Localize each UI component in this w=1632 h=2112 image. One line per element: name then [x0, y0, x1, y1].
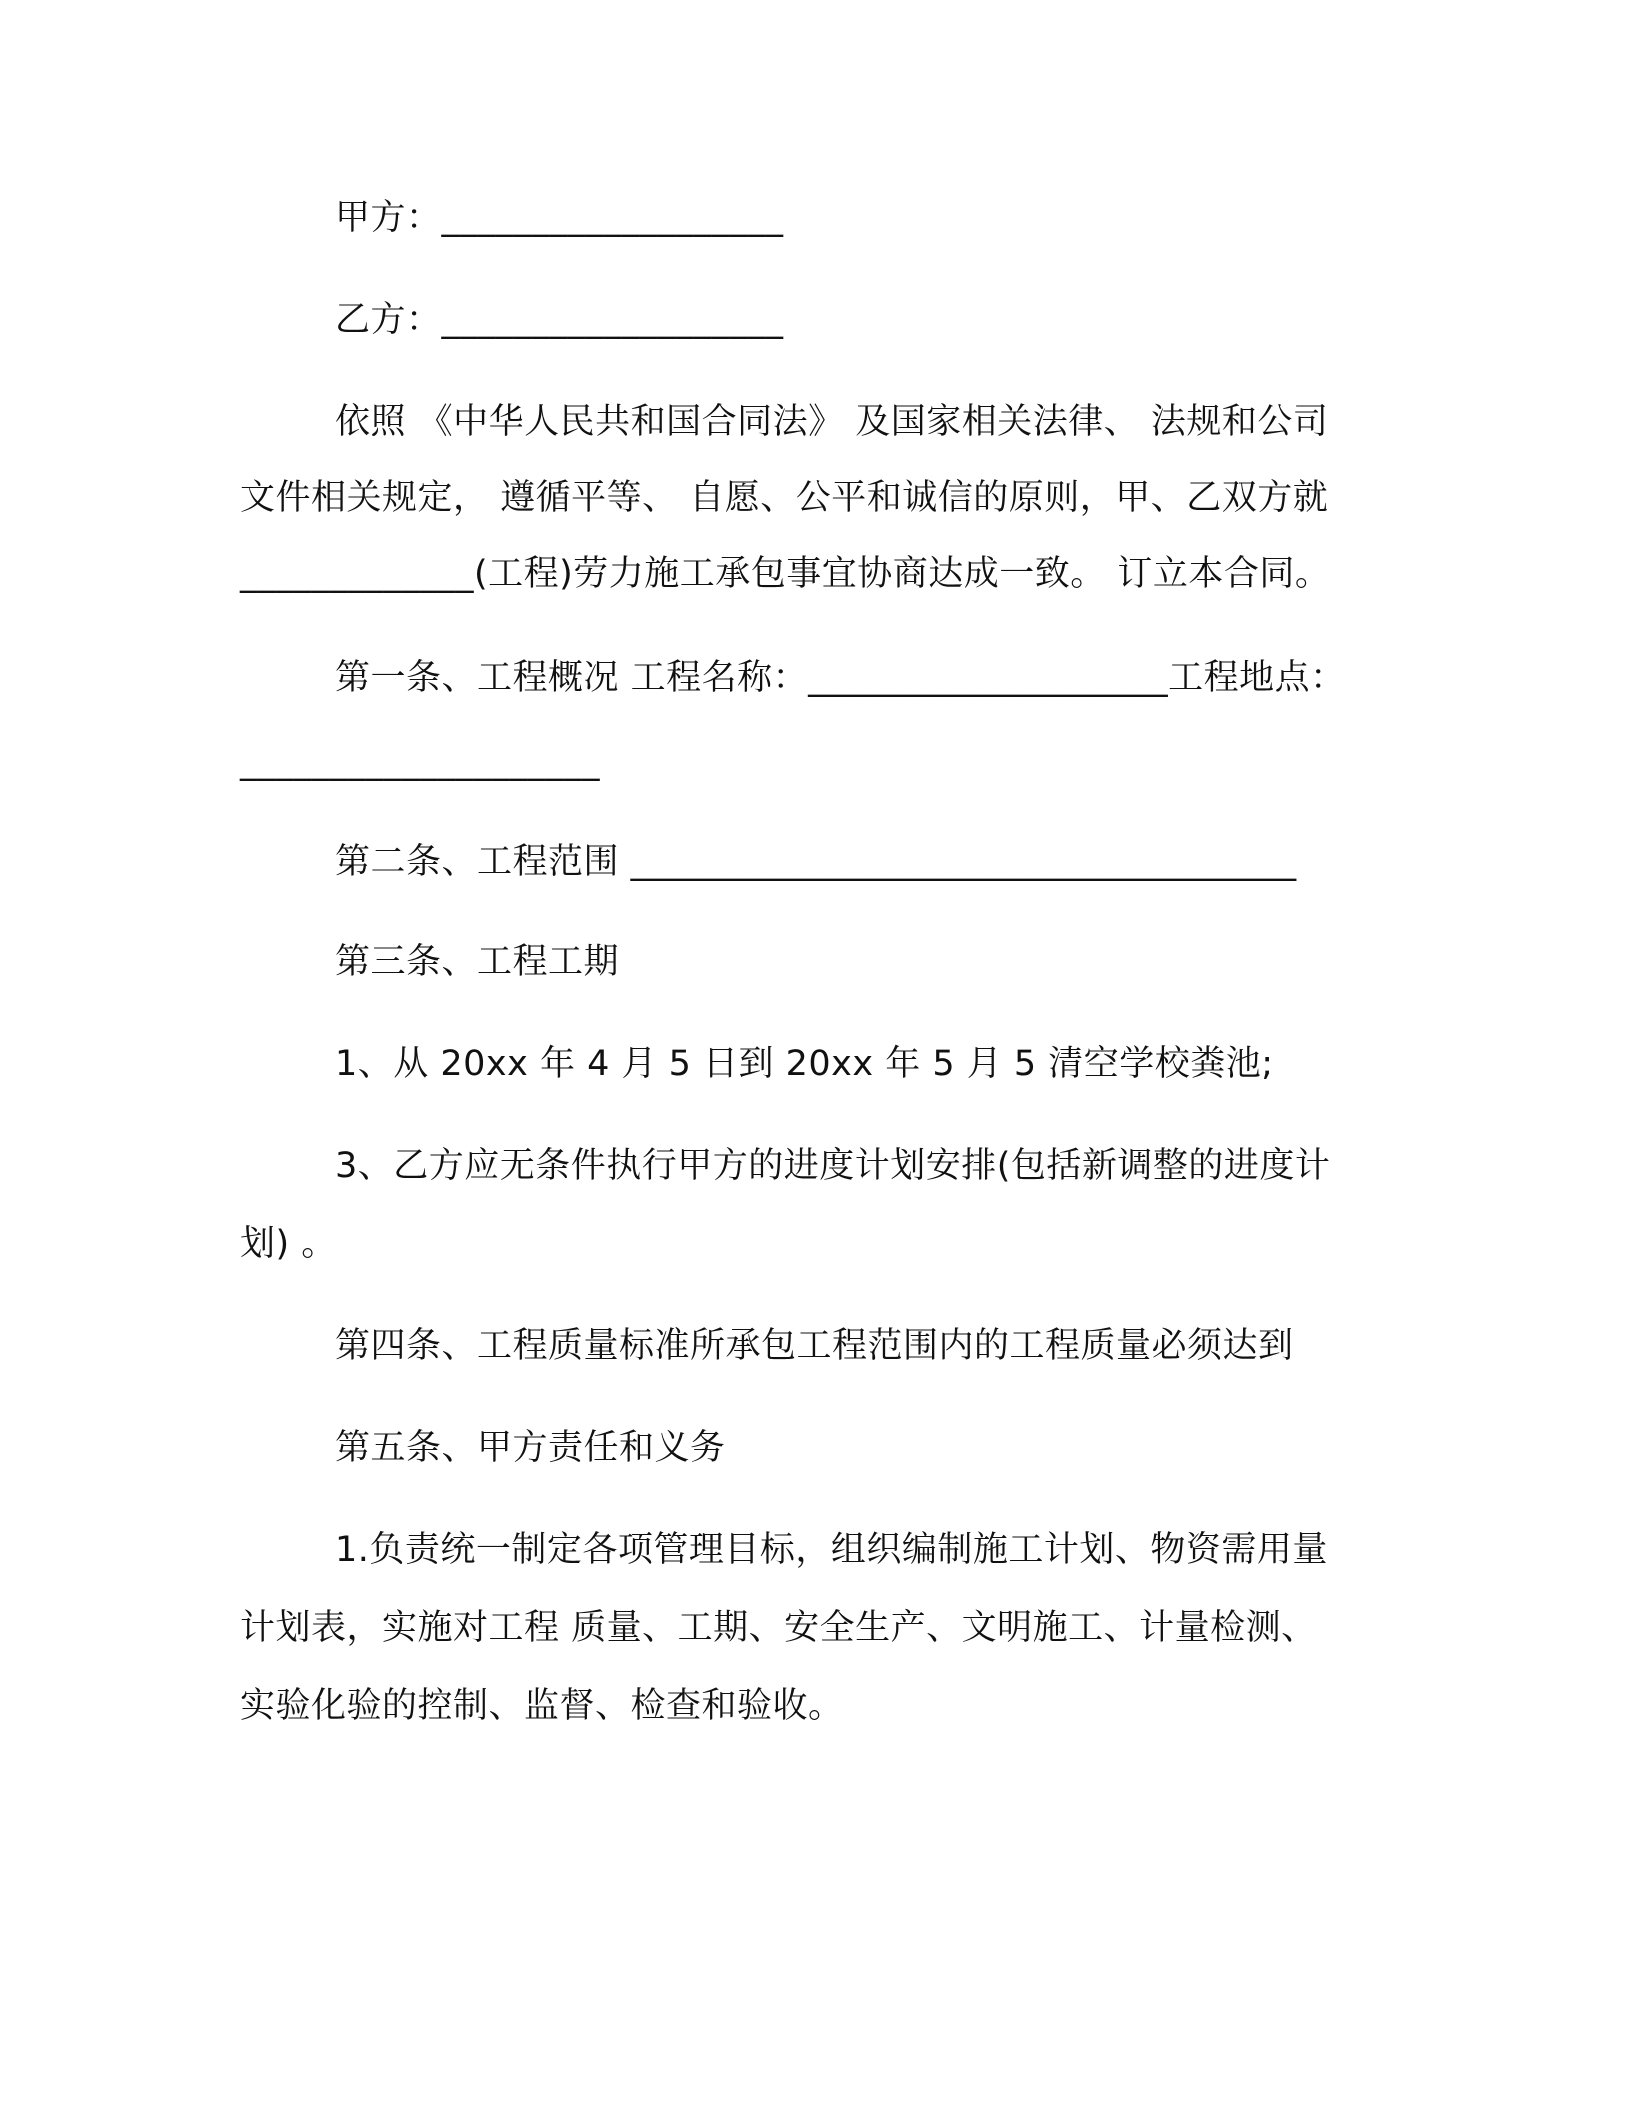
- preamble-line-2: 文件相关规定， 遵循平等、 自愿、公平和诚信的原则，甲、乙双方就: [240, 478, 1329, 518]
- preamble-line-3: _____________(工程)劳力施工承包事宜协商达成一致。 订立本合同。: [240, 554, 1331, 594]
- article-5-item-1-line-1: 1.负责统一制定各项管理目标，组织编制施工计划、物资需用量: [335, 1530, 1328, 1570]
- preamble-line-1: 依照 《中华人民共和国合同法》 及国家相关法律、 法规和公司: [335, 402, 1329, 442]
- article-1-line-2: ____________________: [240, 742, 600, 782]
- article-3-heading: 第三条、工程工期: [335, 942, 620, 982]
- article-4-line: 第四条、工程质量标准所承包工程范围内的工程质量必须达到: [335, 1326, 1294, 1366]
- article-5-heading: 第五条、甲方责任和义务: [335, 1428, 726, 1468]
- party-b-line: 乙方：___________________: [335, 300, 784, 340]
- article-5-item-1-line-2: 计划表，实施对工程 质量、工期、安全生产、文明施工、计量检测、: [240, 1608, 1317, 1648]
- article-2-line: 第二条、工程范围 _____________________________________: [335, 842, 1297, 882]
- article-3-item-3-line-2: 划) 。: [240, 1224, 337, 1264]
- article-3-item-3-line-1: 3、乙方应无条件执行甲方的进度计划安排(包括新调整的进度计: [335, 1146, 1331, 1186]
- article-3-item-1: 1、从 20xx 年 4 月 5 日到 20xx 年 5 月 5 清空学校粪池;: [335, 1044, 1274, 1084]
- article-1-line-1: 第一条、工程概况 工程名称：____________________工程地点：: [335, 658, 1346, 698]
- article-5-item-1-line-3: 实验化验的控制、监督、检查和验收。: [240, 1686, 844, 1726]
- party-a-line: 甲方：___________________: [335, 198, 784, 238]
